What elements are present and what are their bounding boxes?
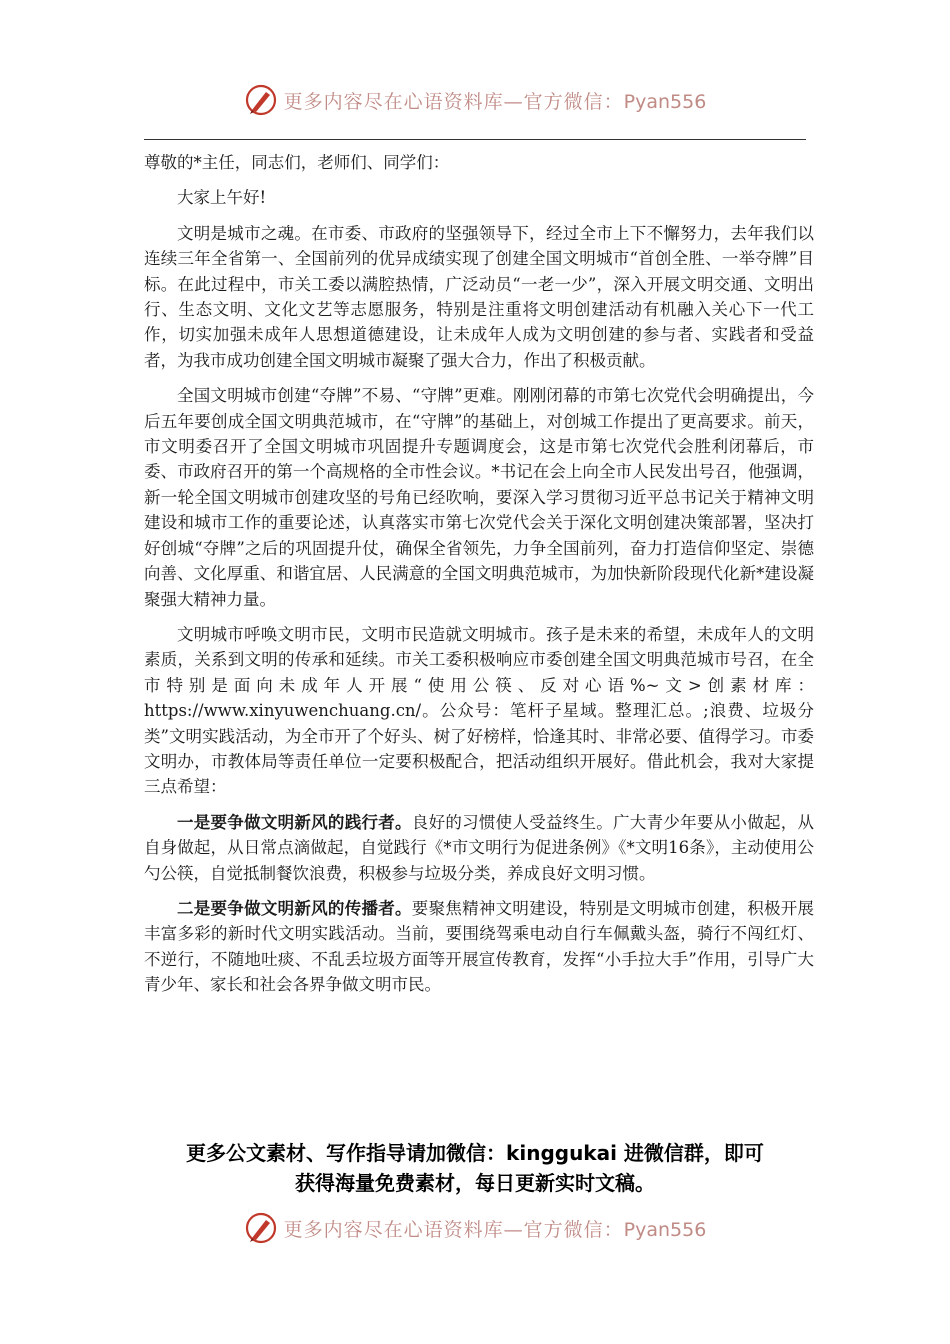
header-divider [144, 139, 806, 140]
document-body [144, 150, 814, 1008]
pen-logo-icon [244, 83, 278, 117]
salutation: 尊敬的*主任，同志们，老师们、同学们： [144, 153, 450, 172]
header-banner-text: 更多内容尽在心语资料库—官方微信：Pyan556 [283, 90, 707, 113]
paragraph: 二是要争做文明新风的传播者。要聚焦精神文明建设，特别是文明城市创建，积极开展丰富多彩的新时代文明实践活动。当前，要围绕驾乘电动自行车佩戴头盔，骑行不闯红灯、不逆行，不随地吐痰、不乱丢垃圾方面等开展宣传教育，发挥“小手拉大手”作用，引导广大青少年、家长和社会各界争做文明市民。 [144, 898, 815, 995]
paragraph: 全国文明城市创建“夺牌”不易、“守牌”更难。刚刚闭幕的市第七次党代会明确提出，今后五年要创成全国文明典范城市，在“守牌”的基础上，对创城工作提出了更高要求。前天，市文明委召开了全国文明城市巩固提升专题调度会，这是市第七次党代会胜利闭幕后，市委、市政府召开的第一个高规格的全市性会议。*书记在会上向全市人民发出号召，他强调，新一轮全国文明城市创建攻坚的号角已经吹响，要深入学习贯彻习近平总书记关于精神文明建设和城市工作的重要论述，认真落实市第七次党代会关于深化文明创建决策部署，坚决打好创城“夺牌”之后的巩固提升仗，确保全省领先，力争全国前列，奋力打造信仰坚定、崇德向善、文化厚重、和谐宜居、人民满意的全国文明典范城市，为加快新阶段现代化新*建设凝聚强大精神力量。 [144, 386, 814, 609]
paragraph: 文明城市呼唤文明市民，文明市民造就文明城市。孩子是未来的希望，未成年人的文明素质，关系到文明的传承和延续。市关工委积极响应市委创建全国文明典范城市号召，在全市特别是面向未成年人开展“使用公筷、反对心语%~文>创素材库：https://www.xinyuwenchuang.cn/。公众号：笔杆子星域。整理汇总。;浪费、垃圾分类”文明实践活动，为全市开了个好头、树了好榜样，恰逢其时、非常必要、值得学习。市委文明办，市教体局等责任单位一定要积极配合，把活动组织开展好。借此机会，我对大家提三点希望： [144, 624, 814, 797]
header-banner [0, 80, 950, 120]
paragraph: 文明是城市之魂。在市委、市政府的坚强领导下，经过全市上下不懈努力，去年我们以连续三年全省第一、全国前列的优异成绩实现了创建全国文明城市“首创全胜、一举夺牌”目标。在此过程中，市关工委以满腔热情，广泛动员“一老一少”，深入开展文明交通、文明出行、生态文明、文化文艺等志愿服务，特别是注重将文明创建活动有机融入关心下一代工作，切实加强未成年人思想道德建设，让未成年人成为文明创建的参与者、实践者和受益者，为我市成功创建全国文明城市凝聚了强大合力，作出了积极贡献。 [144, 223, 814, 370]
footer-banner-text: 更多内容尽在心语资料库—官方微信：Pyan556 [283, 1218, 707, 1241]
point-heading: 一是要争做文明新风的践行者。 [177, 812, 412, 832]
point-heading: 二是要争做文明新风的传播者。 [177, 898, 412, 918]
paragraph: 一是要争做文明新风的践行者。良好的习惯使人受益终生。广大青少年要从小做起，从自身做起，从日常点滴做起，自觉践行《*市文明行为促进条例》《*文明16条》，主动使用公勺公筷，自觉抵制餐饮浪费，积极参与垃圾分类，养成良好文明习惯。 [144, 812, 815, 883]
greeting: 大家上午好! [177, 188, 267, 208]
footer-banner [0, 1208, 950, 1248]
promo-notice: 更多公文素材、写作指导请加微信：kinggukai 进微信群，即可 获得海量免费素材，每日更新实时文稿。 [186, 1141, 764, 1195]
pen-logo-icon [244, 1211, 278, 1245]
